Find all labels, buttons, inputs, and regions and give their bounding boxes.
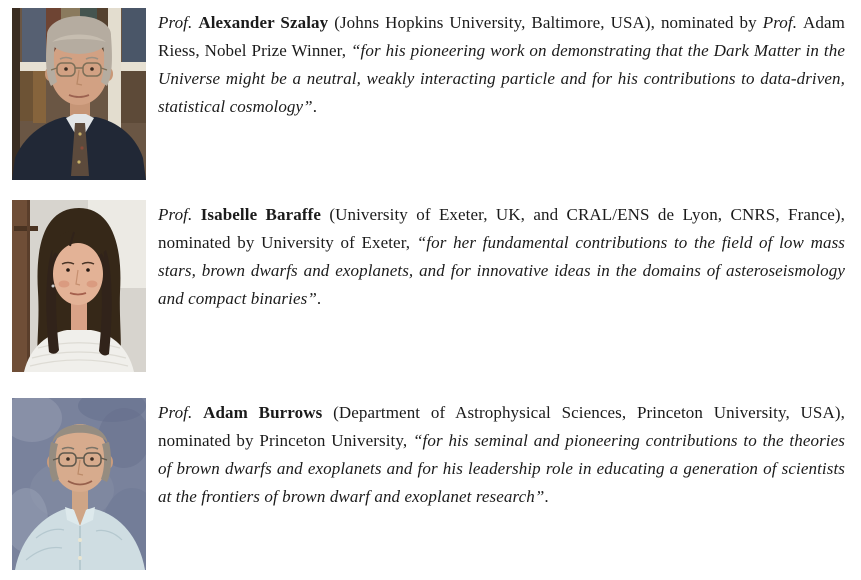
professor-name: Isabelle Baraffe	[200, 205, 330, 224]
affiliation-text: (Johns Hopkins University, Baltimore, USA), nominated by	[334, 13, 763, 32]
profile-row-baraffe	[12, 200, 845, 372]
portrait-illustration-burrows	[12, 398, 146, 570]
nominator-text: Adam Riess, Nobel Prize Winner,	[158, 13, 845, 60]
sentence-period: .	[312, 97, 318, 116]
sentence-period: .	[316, 289, 322, 308]
portrait-illustration-baraffe	[12, 200, 146, 372]
profile-text-szalay	[158, 8, 845, 121]
portrait-illustration-szalay	[12, 8, 146, 180]
profile-row-burrows	[12, 398, 845, 570]
nominator-prefix: Prof.	[762, 13, 804, 32]
affiliation-text: (University of Exeter, UK, and CRAL/ENS de Lyon, CNRS, France), nominated by University of Exeter,	[158, 205, 845, 252]
portrait-photo-burrows	[12, 398, 146, 570]
citation-quote: “for her fundamental contributions to the field of low mass stars, brown dwarfs and exoplanets, and for innovative ideas in the domains of asteroseismology and compact binaries”	[158, 233, 845, 308]
professor-name: Alexander Szalay	[198, 13, 335, 32]
portrait-photo-szalay	[12, 8, 146, 180]
profile-text-baraffe	[158, 200, 845, 313]
prof-prefix: Prof.	[158, 403, 204, 422]
portrait-photo-baraffe	[12, 200, 146, 372]
profile-row-szalay	[12, 8, 845, 180]
prof-prefix: Prof.	[158, 205, 201, 224]
citation-quote: “for his seminal and pioneering contributions to the theories of brown dwarfs and exoplanets and for his leadership role in educating a generation of scientists at the frontiers of brown dwarf and exoplanet research”	[158, 431, 845, 506]
citation-quote: “for his pioneering work on demonstrating that the Dark Matter in the Universe might be a neutral, weakly interacting particle and for his contributions to data-driven, statistical cosmology”	[158, 41, 845, 116]
affiliation-text: (Department of Astrophysical Sciences, Princeton University, USA), nominated by Princeton University,	[158, 403, 845, 450]
prof-prefix: Prof.	[158, 13, 199, 32]
sentence-period: .	[544, 487, 549, 506]
profile-text-burrows	[158, 398, 845, 511]
professor-name: Adam Burrows	[203, 403, 334, 422]
